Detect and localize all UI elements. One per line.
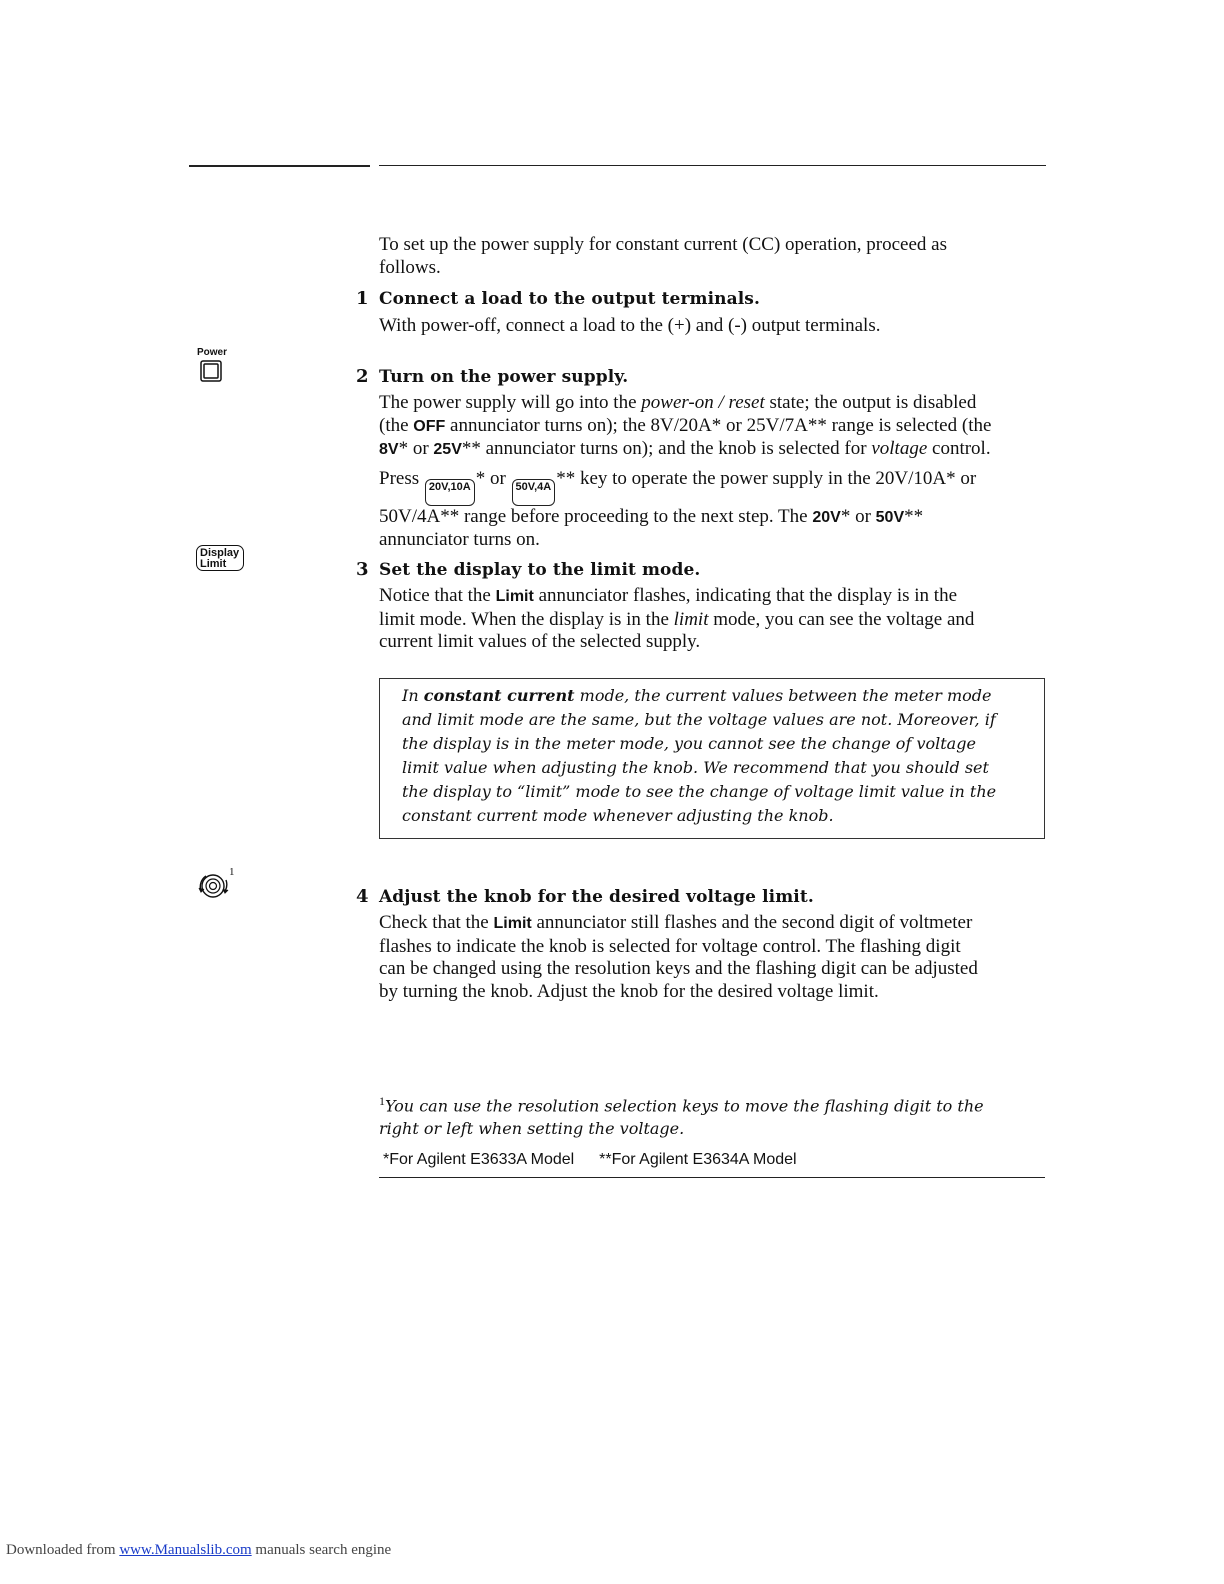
step-2-body bbox=[379, 392, 1049, 552]
step-2-line-6: annunciator turns on. bbox=[379, 529, 540, 550]
step-4-line-2: flashes to indicate the knob is selected for voltage control. The flashing digit bbox=[379, 935, 961, 957]
step-1-number: 1 bbox=[356, 288, 369, 309]
step-2-line-2 bbox=[379, 415, 1049, 439]
text: * or bbox=[840, 505, 876, 527]
limit-key-label: Limit bbox=[200, 558, 227, 570]
step-3-line-3: current limit values of the selected supply. bbox=[379, 631, 701, 652]
step-1-title: Connect a load to the output terminals. bbox=[379, 289, 760, 309]
note-line-5: the display to “limit” mode to see the change of voltage limit value in the bbox=[402, 782, 997, 801]
text: annunciator flashes, indicating that the display is in the bbox=[533, 585, 958, 606]
display-limit-key-icon bbox=[196, 545, 244, 571]
25v-annunciator: 25V bbox=[433, 441, 462, 458]
text: * or bbox=[398, 438, 434, 459]
intro-text bbox=[379, 234, 1049, 279]
text: control. bbox=[927, 438, 991, 459]
range-key-50v-4a: 50V,4A bbox=[512, 479, 556, 506]
limit-term: limit bbox=[673, 608, 709, 630]
power-on-reset-term: power-on / reset bbox=[641, 392, 765, 413]
text: ** annunciator turns on); and the knob is selected for bbox=[461, 438, 872, 459]
text: The power supply will go into the bbox=[379, 392, 642, 413]
text: annunciator still flashes and the second digit of voltmeter bbox=[531, 912, 973, 933]
knob-footnote-mark: 1 bbox=[229, 866, 235, 878]
step-2-number: 2 bbox=[356, 366, 369, 387]
text: * or bbox=[475, 467, 511, 489]
step-2-title: Turn on the power supply. bbox=[379, 367, 629, 387]
step-3-title: Set the display to the limit mode. bbox=[379, 560, 701, 580]
footnote-mark: 1 bbox=[379, 1094, 385, 1108]
step-3-body bbox=[379, 585, 1049, 654]
20v-annunciator: 20V bbox=[812, 508, 841, 526]
step-1-body: With power-off, connect a load to the (+) and (-) output terminals. bbox=[379, 315, 881, 336]
step-4-number: 4 bbox=[356, 886, 369, 907]
step-2-line-3 bbox=[379, 438, 1049, 462]
text: mode, the current values between the meter mode bbox=[574, 686, 992, 705]
text: (the bbox=[379, 414, 414, 436]
step-4-body bbox=[379, 912, 1049, 1003]
text: manuals search engine bbox=[251, 1542, 392, 1558]
note-line-3: the display is in the meter mode, you cannot see the change of voltage bbox=[402, 734, 976, 753]
text: mode, you can see the voltage and bbox=[708, 608, 975, 630]
note-text bbox=[402, 684, 1038, 828]
50v-annunciator: 50V bbox=[875, 508, 905, 526]
power-key-icon bbox=[200, 360, 220, 380]
download-footer bbox=[6, 1542, 391, 1559]
note-line-2: and limit mode are the same, but the voltage values are not. Moreover, if bbox=[402, 710, 996, 729]
step-2-line-4 bbox=[379, 468, 1049, 506]
text: limit mode. When the display is in the bbox=[379, 608, 674, 630]
limit-annunciator: Limit bbox=[495, 588, 534, 605]
intro-line-1: To set up the power supply for constant current (CC) operation, proceed as bbox=[379, 234, 947, 255]
note-line-6: constant current mode whenever adjusting the knob. bbox=[402, 806, 834, 825]
text: Downloaded from bbox=[6, 1542, 120, 1558]
text: state; the output is disabled bbox=[764, 392, 977, 413]
step-3-number: 3 bbox=[356, 559, 369, 580]
footer-rule bbox=[379, 1177, 1045, 1178]
text: Press bbox=[379, 467, 424, 489]
step-3-line-1 bbox=[379, 585, 1049, 609]
manualslib-link[interactable]: www.Manualslib.com bbox=[119, 1542, 252, 1558]
step-4-line-3: can be changed using the resolution keys and the flashing digit can be adjusted bbox=[379, 958, 978, 979]
footnote-line-1 bbox=[379, 1090, 1045, 1117]
model-notes bbox=[383, 1151, 797, 1169]
text: 50V/4A** range before proceeding to the next step. The bbox=[379, 505, 813, 527]
footnote-line-2: right or left when setting the voltage. bbox=[379, 1119, 685, 1139]
display-key-label: Display bbox=[200, 547, 240, 559]
header-rule-right bbox=[379, 165, 1046, 166]
text: Notice that the bbox=[379, 585, 496, 606]
text: You can use the resolution selection keys to move the flashing digit to the bbox=[385, 1096, 984, 1116]
note-line-4: limit value when adjusting the knob. We recommend that you should set bbox=[402, 758, 989, 777]
8v-annunciator: 8V bbox=[379, 441, 399, 458]
range-key-20v-10a: 20V,10A bbox=[425, 479, 475, 506]
model-note-e3634a: **For Agilent E3634A Model bbox=[599, 1151, 797, 1168]
text: annunciator turns on); the 8V/20A* or 25V/7A** range is selected (the bbox=[445, 414, 992, 436]
step-4-line-1 bbox=[379, 912, 1049, 936]
step-2-line-5 bbox=[379, 506, 1049, 530]
text: ** key to operate the power supply in the 20V/10A* or bbox=[556, 467, 977, 489]
step-4-line-4: by turning the knob. Adjust the knob for the desired voltage limit. bbox=[379, 980, 879, 1002]
off-annunciator: OFF bbox=[413, 417, 446, 435]
note-line-1 bbox=[402, 684, 1038, 708]
model-note-e3633a: *For Agilent E3633A Model bbox=[383, 1151, 575, 1168]
voltage-term: voltage bbox=[871, 438, 928, 459]
step-3-line-2 bbox=[379, 609, 1049, 632]
power-key-label: Power bbox=[197, 347, 228, 358]
limit-annunciator: Limit bbox=[493, 915, 532, 932]
text: In bbox=[402, 686, 424, 705]
text: ** bbox=[904, 505, 924, 527]
step-2-line-1 bbox=[379, 392, 1049, 415]
text: Check that the bbox=[379, 912, 494, 933]
header-rule-left bbox=[189, 165, 370, 167]
constant-current-term: constant current bbox=[423, 686, 575, 705]
step-4-title: Adjust the knob for the desired voltage limit. bbox=[379, 887, 814, 907]
intro-line-2: follows. bbox=[379, 256, 441, 278]
footnote bbox=[379, 1090, 1045, 1140]
